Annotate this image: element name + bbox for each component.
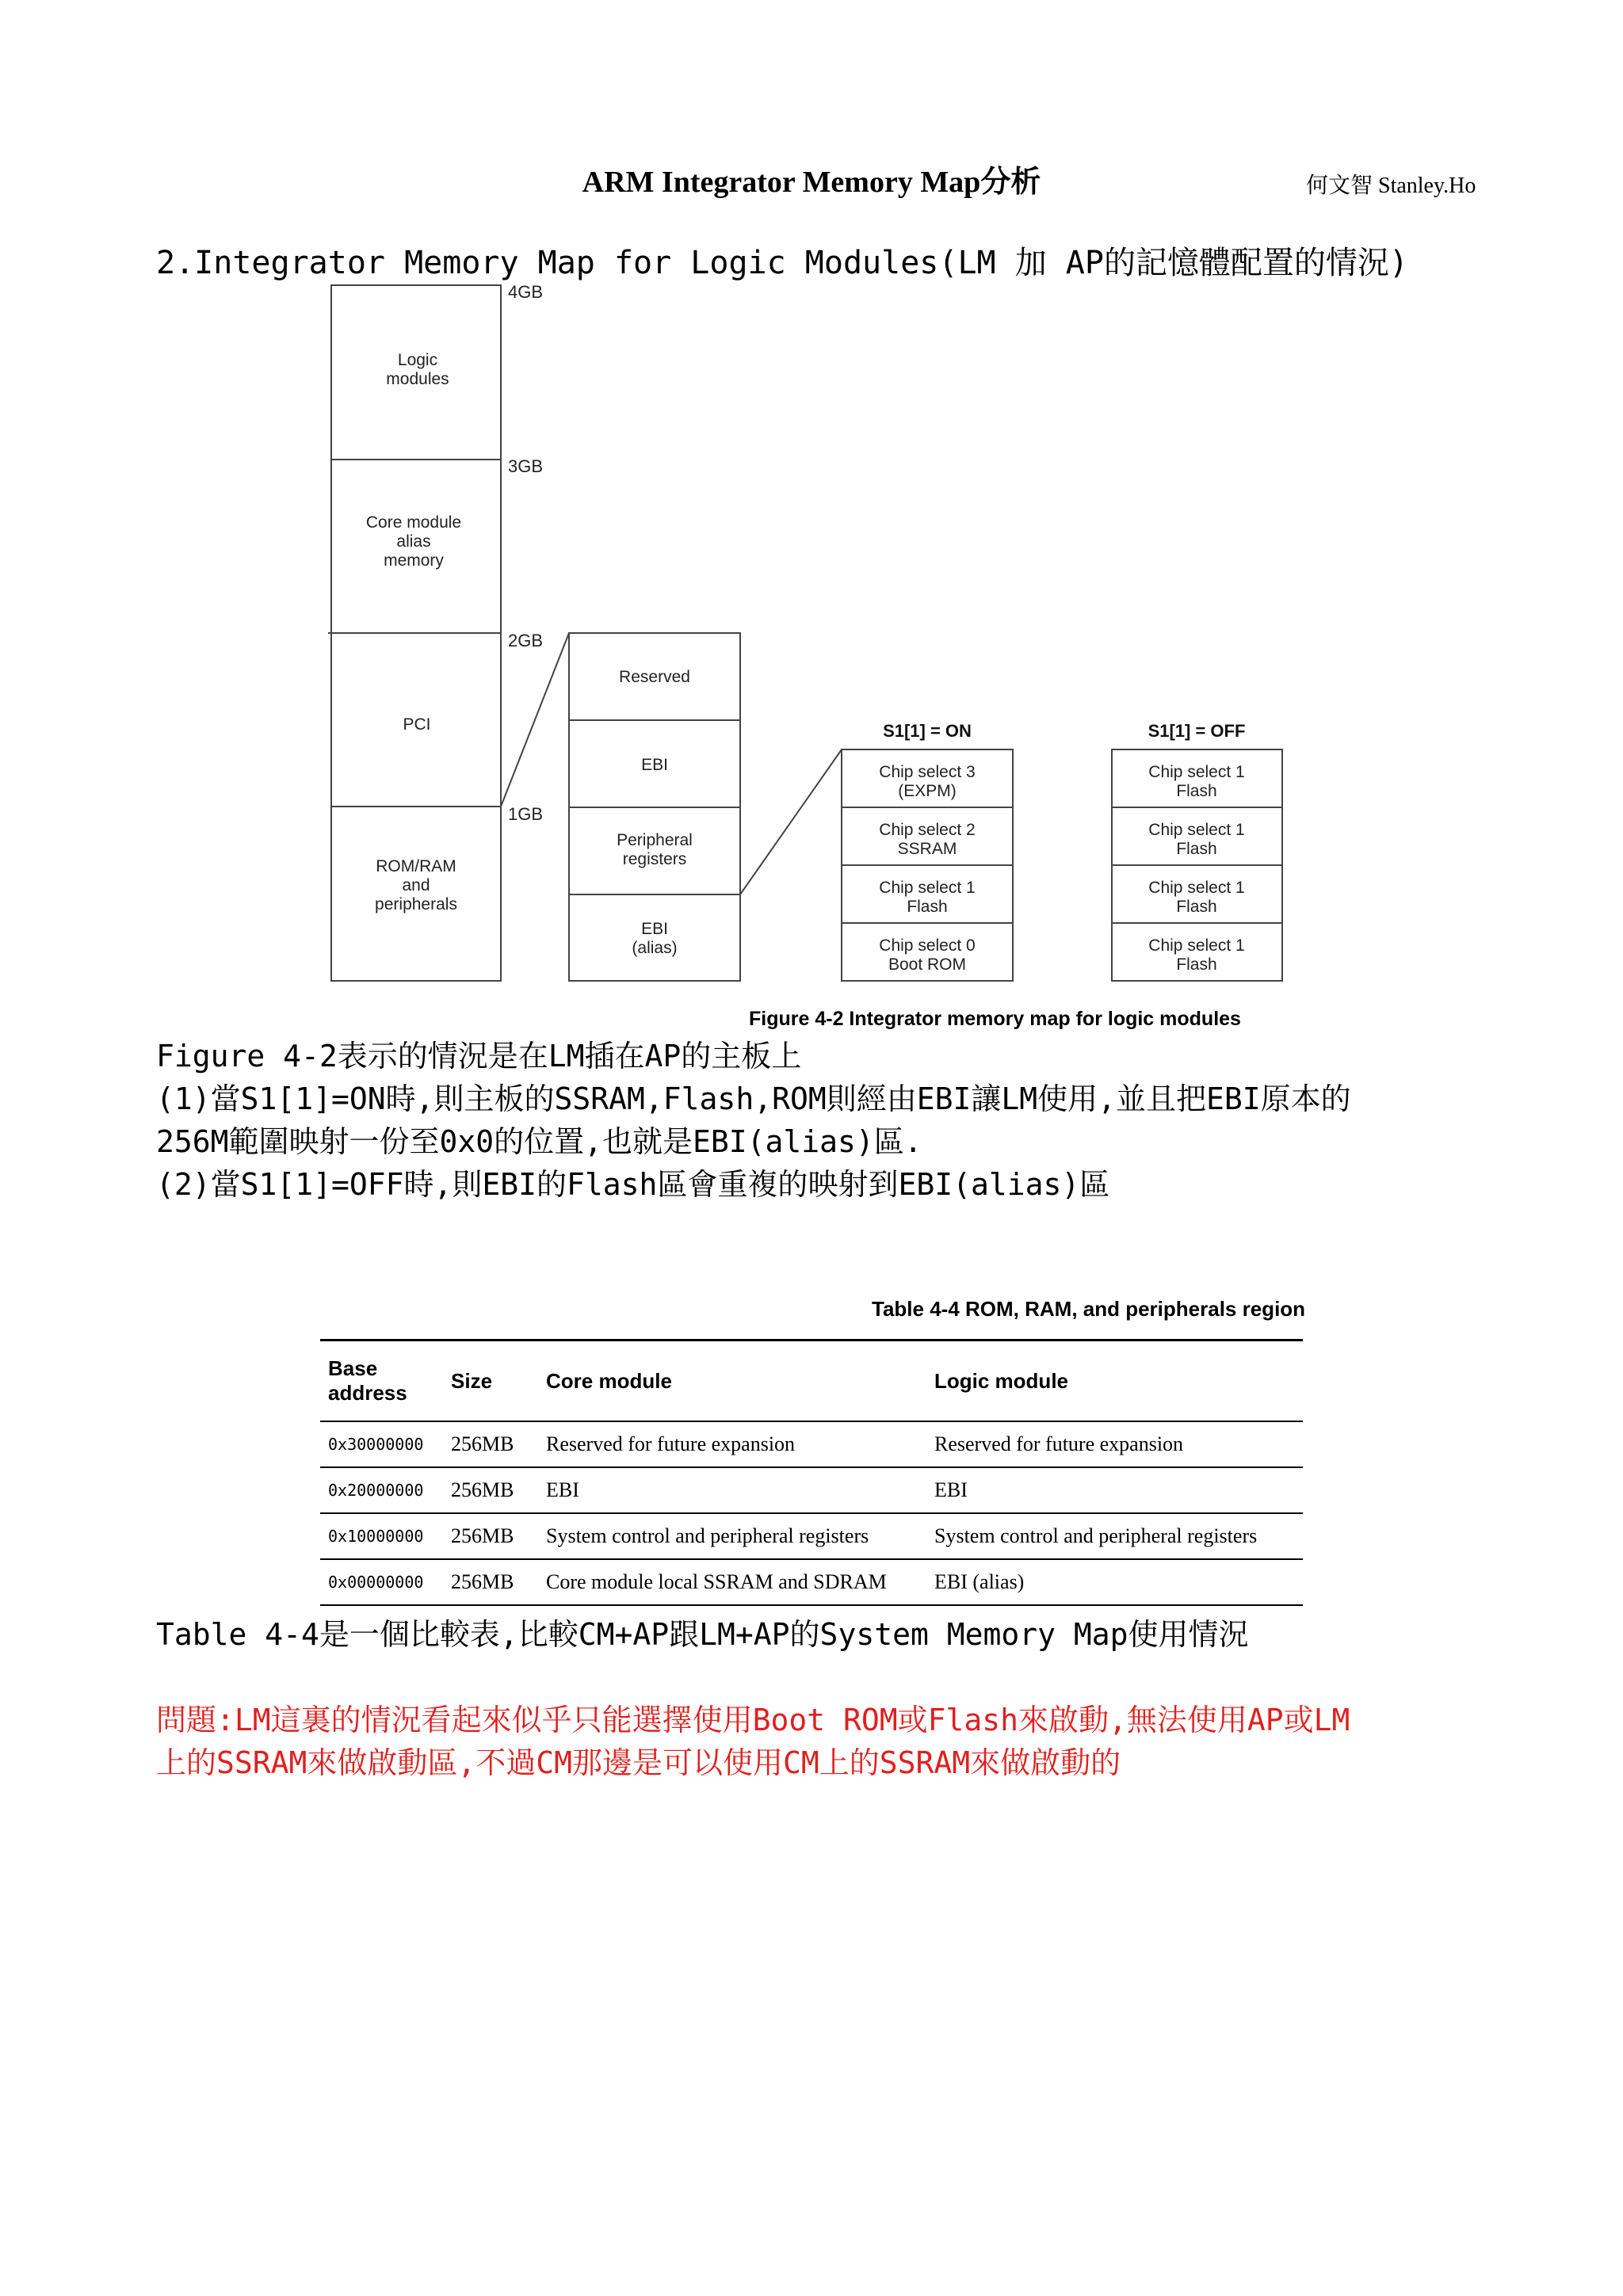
on-region-2-line2: SSRAM bbox=[897, 840, 957, 858]
table-row bbox=[320, 1467, 1303, 1513]
region-rom-ram-line1: ROM/RAM bbox=[376, 857, 456, 875]
address-label-3gb: 3GB bbox=[508, 456, 544, 476]
cell-core-module: System control and peripheral registers bbox=[538, 1513, 926, 1559]
header-logic-module: Logic module bbox=[926, 1341, 1303, 1422]
table-header-row bbox=[320, 1341, 1303, 1422]
cell-address: 0x00000000 bbox=[320, 1559, 443, 1605]
header-base-line2: address bbox=[328, 1381, 407, 1405]
question-line-2: 上的SSRAM來做啟動區,不過CM那邊是可以使用CM上的SSRAM來做啟動的 bbox=[156, 1745, 1121, 1780]
address-label-2gb: 2GB bbox=[508, 631, 544, 650]
section-heading: 2.Integrator Memory Map for Logic Modules(LM 加 AP的記憶體配置的情況) bbox=[156, 245, 1409, 281]
address-label-1gb: 1GB bbox=[508, 804, 544, 824]
cell-address: 0x30000000 bbox=[320, 1421, 443, 1467]
cell-core-module: Core module local SSRAM and SDRAM bbox=[538, 1559, 926, 1605]
table-row bbox=[320, 1513, 1303, 1559]
cell-core-module: Reserved for future expansion bbox=[538, 1421, 926, 1467]
cell-size: 256MB bbox=[443, 1513, 538, 1559]
paragraph-1: Figure 4-2表示的情況是在LM插在AP的主板上 bbox=[156, 1039, 802, 1074]
region-logic-modules-line1: Logic bbox=[397, 351, 438, 369]
off-column-header: S1[1] = OFF bbox=[1148, 721, 1246, 741]
cell-logic-module: Reserved for future expansion bbox=[926, 1421, 1303, 1467]
table-note: Table 4-4是一個比較表,比較CM+AP跟LM+AP的System Memory Map使用情況 bbox=[156, 1617, 1249, 1652]
zoom-connector-1 bbox=[501, 633, 569, 807]
cell-logic-module: System control and peripheral registers bbox=[926, 1513, 1303, 1559]
on-region-3-line2: Flash bbox=[907, 898, 948, 916]
table-row bbox=[320, 1421, 1303, 1467]
document-author: 何文智 Stanley.Ho bbox=[1306, 174, 1476, 198]
on-region-1-line2: (EXPM) bbox=[898, 782, 957, 800]
cell-logic-module: EBI (alias) bbox=[926, 1559, 1303, 1605]
memory-map-svg bbox=[0, 0, 1623, 1030]
region-core-alias-line3: memory bbox=[384, 551, 444, 570]
header-base-line1: Base bbox=[328, 1356, 378, 1380]
sub-region-ebi-alias-line2: (alias) bbox=[632, 939, 678, 957]
cell-size: 256MB bbox=[443, 1559, 538, 1605]
on-region-3-line1: Chip select 1 bbox=[879, 879, 976, 897]
sub-region-peripheral-line2: registers bbox=[622, 850, 687, 868]
region-core-alias-line1: Core module bbox=[365, 513, 462, 532]
on-region-1-line1: Chip select 3 bbox=[879, 763, 976, 781]
cell-logic-module: EBI bbox=[926, 1467, 1303, 1513]
paragraph-2: (1)當S1[1]=ON時,則主板的SSRAM,Flash,ROM則經由EBI讓LM使用,並且把EBI原本的 bbox=[156, 1081, 1351, 1116]
off-region-3-line2: Flash bbox=[1176, 898, 1217, 916]
region-pci: PCI bbox=[403, 715, 431, 734]
header-base-address bbox=[320, 1341, 443, 1422]
header-size: Size bbox=[443, 1341, 538, 1422]
off-region-2-line1: Chip select 1 bbox=[1148, 821, 1245, 839]
off-region-1-line2: Flash bbox=[1176, 782, 1217, 800]
sub-region-reserved: Reserved bbox=[619, 668, 690, 686]
on-region-4-line1: Chip select 0 bbox=[879, 936, 976, 955]
paragraph-4: (2)當S1[1]=OFF時,則EBI的Flash區會重複的映射到EBI(alias)區 bbox=[156, 1167, 1110, 1202]
region-rom-ram-line2: and bbox=[402, 876, 430, 894]
cell-address: 0x10000000 bbox=[320, 1513, 443, 1559]
off-region-2-line2: Flash bbox=[1176, 840, 1217, 858]
off-region-3-line1: Chip select 1 bbox=[1148, 879, 1245, 897]
memory-map-figure bbox=[0, 0, 1623, 1030]
region-logic-modules-line2: modules bbox=[386, 370, 449, 388]
cell-size: 256MB bbox=[443, 1421, 538, 1467]
zoom-connector-2 bbox=[740, 749, 842, 894]
sub-region-peripheral-line1: Peripheral bbox=[617, 831, 693, 849]
cell-size: 256MB bbox=[443, 1467, 538, 1513]
header-core-module: Core module bbox=[538, 1341, 926, 1422]
off-region-4-line2: Flash bbox=[1176, 955, 1217, 974]
figure-caption: Figure 4-2 Integrator memory map for logic modules bbox=[749, 1008, 1241, 1030]
address-label-4gb: 4GB bbox=[508, 282, 544, 302]
sub-region-ebi: EBI bbox=[641, 756, 668, 774]
table-title: Table 4-4 ROM, RAM, and peripherals region bbox=[872, 1297, 1306, 1321]
memory-region-table bbox=[320, 1339, 1303, 1606]
cell-core-module: EBI bbox=[538, 1467, 926, 1513]
off-region-4-line1: Chip select 1 bbox=[1148, 936, 1245, 955]
sub-region-ebi-alias-line1: EBI bbox=[641, 920, 668, 938]
on-region-2-line1: Chip select 2 bbox=[879, 821, 976, 839]
off-region-1-line1: Chip select 1 bbox=[1148, 763, 1245, 781]
cell-address: 0x20000000 bbox=[320, 1467, 443, 1513]
region-rom-ram-line3: peripherals bbox=[375, 895, 457, 913]
on-column-header: S1[1] = ON bbox=[883, 721, 972, 741]
on-region-4-line2: Boot ROM bbox=[888, 955, 967, 974]
region-core-alias-line2: alias bbox=[396, 532, 431, 551]
table-row bbox=[320, 1559, 1303, 1605]
question-line-1: 問題:LM這裏的情況看起來似乎只能選擇使用Boot ROM或Flash來啟動,無法使用AP或LM bbox=[156, 1703, 1350, 1737]
paragraph-3: 256M範圍映射一份至0x0的位置,也就是EBI(alias)區. bbox=[156, 1124, 922, 1159]
document-title: ARM Integrator Memory Map分析 bbox=[582, 166, 1041, 199]
